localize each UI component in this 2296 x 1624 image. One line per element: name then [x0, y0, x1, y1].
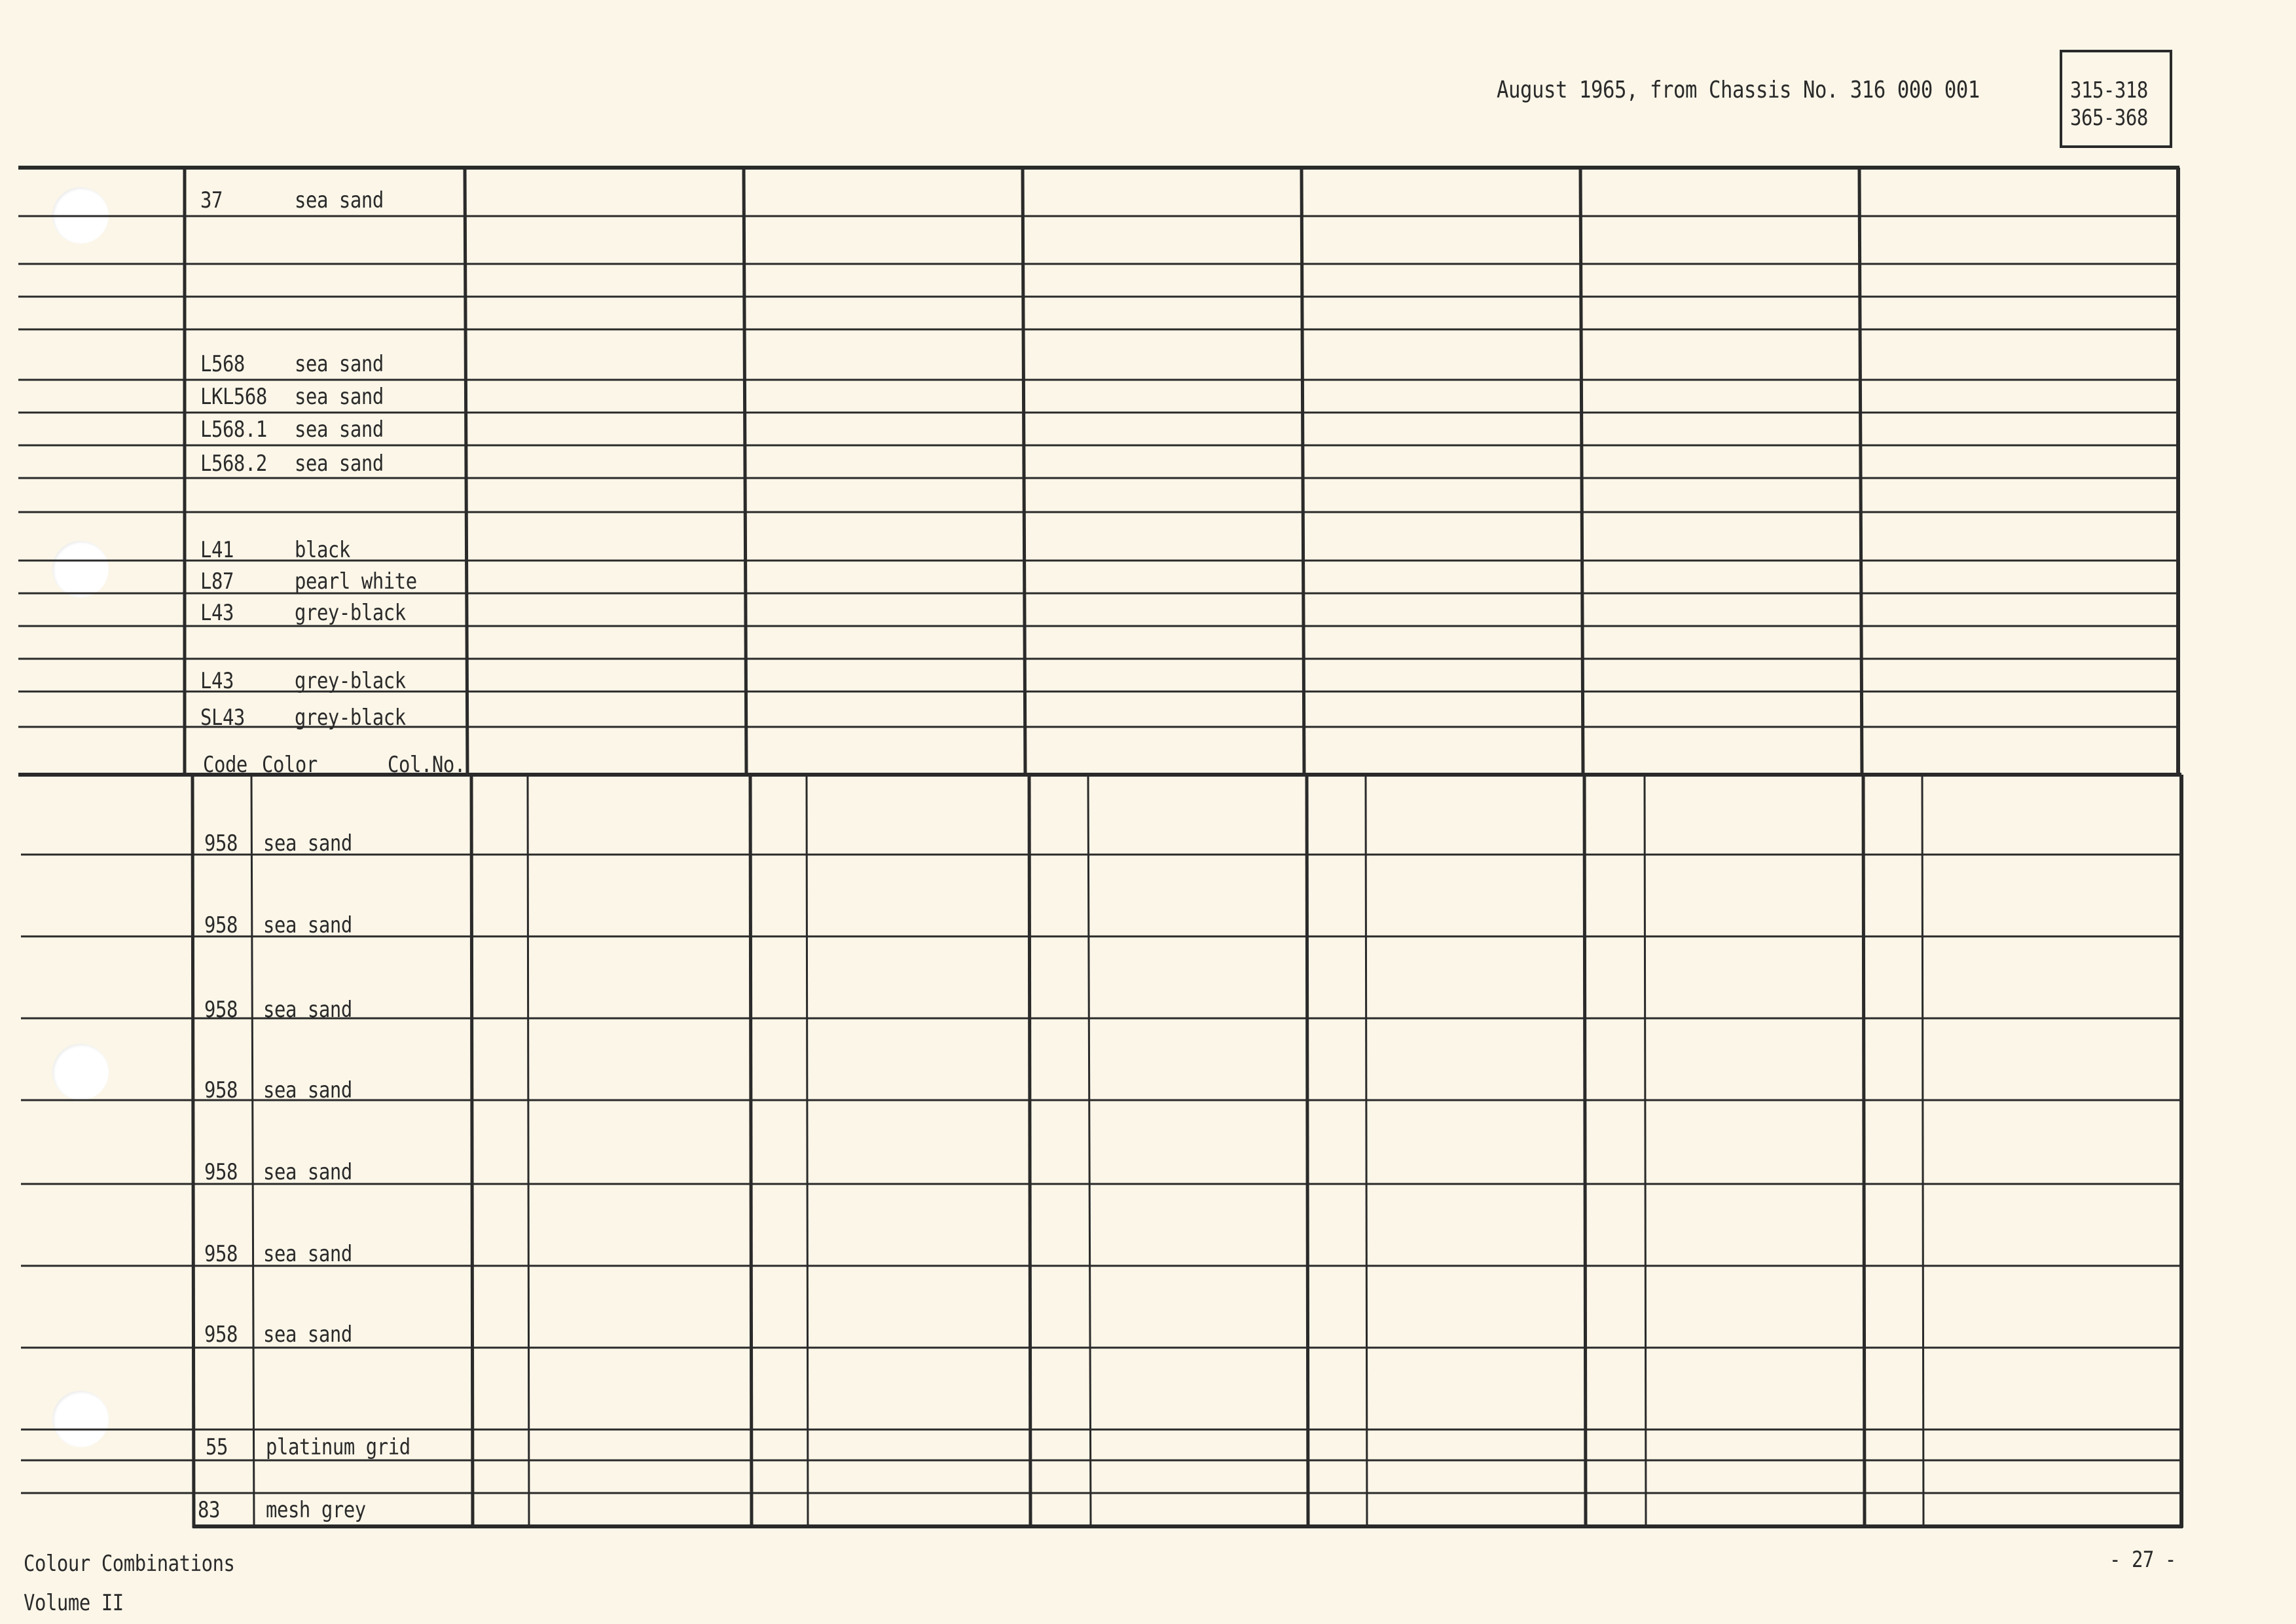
table-cell-color: black: [295, 537, 350, 563]
table-cell-number: 958: [204, 1321, 238, 1348]
table-cell-color: sea sand: [263, 912, 352, 938]
table-cell-number: 958: [204, 1077, 238, 1103]
table-cell-number: 958: [204, 1241, 238, 1267]
table-cell-color: mesh grey: [266, 1497, 366, 1523]
table-cell-code: L41: [200, 537, 234, 563]
table-cell-color: sea sand: [263, 830, 352, 857]
model-range-line-2: 365-368: [2070, 105, 2148, 131]
table-cell-code: L43: [200, 600, 234, 626]
table-cell-color: sea sand: [263, 1077, 352, 1103]
table-cell-color: sea sand: [295, 416, 384, 443]
table-cell-code: L568: [200, 351, 245, 377]
table-cell-color: sea sand: [263, 997, 352, 1023]
table-cell-color: grey-black: [295, 705, 406, 731]
column-header-col-no: Col.No.: [388, 752, 465, 778]
table-cell-color: sea sand: [263, 1321, 352, 1348]
table-cell-number: 958: [204, 830, 238, 857]
model-range-line-1: 315-318: [2070, 77, 2148, 103]
table-cell-color: sea sand: [295, 351, 384, 377]
table-cell-color: sea sand: [295, 187, 384, 213]
table-cell-code: L43: [200, 668, 234, 694]
table-cell-code: LKL568: [200, 384, 267, 410]
table-cell-code: 37: [200, 187, 223, 213]
table-cell-number: 55: [206, 1434, 228, 1460]
table-cell-code: L87: [200, 568, 234, 595]
page-number: - 27 -: [2109, 1547, 2176, 1573]
footer-volume: Volume II: [24, 1590, 124, 1616]
table-cell-code: SL43: [200, 705, 245, 731]
table-cell-color: sea sand: [295, 384, 384, 410]
table-cell-color: pearl white: [295, 568, 417, 595]
model-range-box: [2060, 50, 2172, 148]
table-cell-color: sea sand: [263, 1241, 352, 1267]
table-cell-number: 958: [204, 997, 238, 1023]
column-header-code: Code: [203, 752, 247, 778]
table-cell-color: sea sand: [295, 451, 384, 477]
table-cell-color: sea sand: [263, 1159, 352, 1185]
chassis-note: August 1965, from Chassis No. 316 000 001: [1497, 77, 1980, 103]
table-cell-color: grey-black: [295, 600, 406, 626]
table-cell-code: L568.1: [200, 416, 267, 443]
column-header-color: Color: [262, 752, 318, 778]
table-cell-color: platinum grid: [266, 1434, 410, 1460]
table-cell-number: 958: [204, 912, 238, 938]
table-cell-number: 958: [204, 1159, 238, 1185]
footer-title: Colour Combinations: [24, 1551, 235, 1577]
table-cell-code: L568.2: [200, 451, 267, 477]
table-cell-number: 83: [198, 1497, 220, 1523]
table-cell-color: grey-black: [295, 668, 406, 694]
